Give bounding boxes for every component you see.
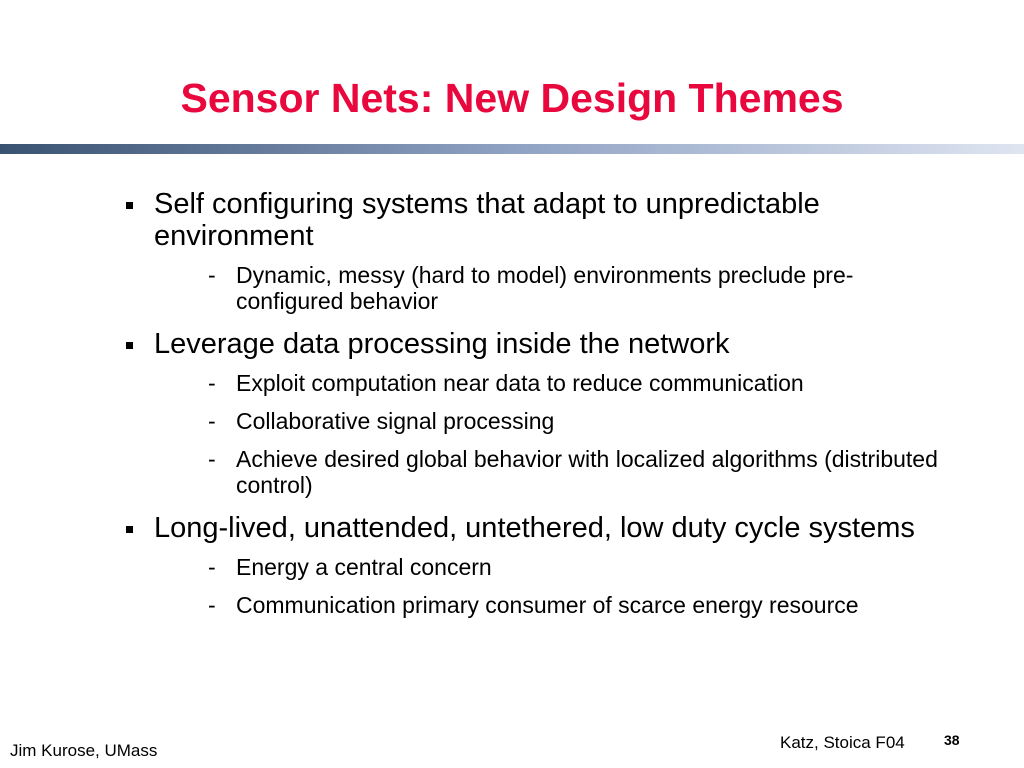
sub-bullet-text: Energy a central concern — [236, 554, 492, 580]
sub-bullet-item — [154, 262, 958, 314]
sub-bullet-item — [154, 370, 958, 396]
square-bullet-icon — [126, 342, 133, 349]
bullet-list — [118, 188, 958, 618]
slide-title: Sensor Nets: New Design Themes — [180, 75, 844, 121]
dash-marker: - — [208, 408, 216, 434]
title-divider — [0, 144, 1024, 154]
bullet-item — [118, 512, 958, 618]
dash-marker: - — [208, 554, 216, 580]
dash-marker: - — [208, 592, 216, 618]
sub-bullet-text: Collaborative signal processing — [236, 408, 555, 434]
sub-bullet-text: Exploit computation near data to reduce communication — [236, 370, 804, 396]
sub-bullet-item — [154, 592, 958, 618]
sub-bullet-text: Communication primary consumer of scarce energy resource — [236, 592, 859, 618]
bullet-item — [118, 188, 958, 314]
dash-marker: - — [208, 262, 216, 288]
dash-marker: - — [208, 446, 216, 472]
square-bullet-icon — [126, 526, 133, 533]
sub-bullet-item — [154, 446, 958, 498]
sub-bullet-item — [154, 554, 958, 580]
bullet-text: Self configuring systems that adapt to unpredictable environment — [154, 188, 820, 252]
sub-bullet-text: Achieve desired global behavior with localized algorithms (distributed control) — [236, 446, 938, 498]
dash-marker: - — [208, 370, 216, 396]
bullet-text: Leverage data processing inside the network — [154, 328, 730, 360]
sub-bullet-text: Dynamic, messy (hard to model) environments preclude pre-configured behavior — [236, 262, 854, 314]
sub-bullet-list — [154, 370, 958, 498]
page-number: 38 — [944, 732, 960, 748]
square-bullet-icon — [126, 202, 133, 209]
bullet-text: Long-lived, unattended, untethered, low duty cycle systems — [154, 512, 915, 544]
sub-bullet-item — [154, 408, 958, 434]
footer-credit: Katz, Stoica F04 — [780, 733, 905, 752]
sub-bullet-list — [154, 554, 958, 618]
bullet-item — [118, 328, 958, 498]
footer-author: Jim Kurose, UMass — [10, 741, 158, 760]
sub-bullet-list — [154, 262, 958, 314]
